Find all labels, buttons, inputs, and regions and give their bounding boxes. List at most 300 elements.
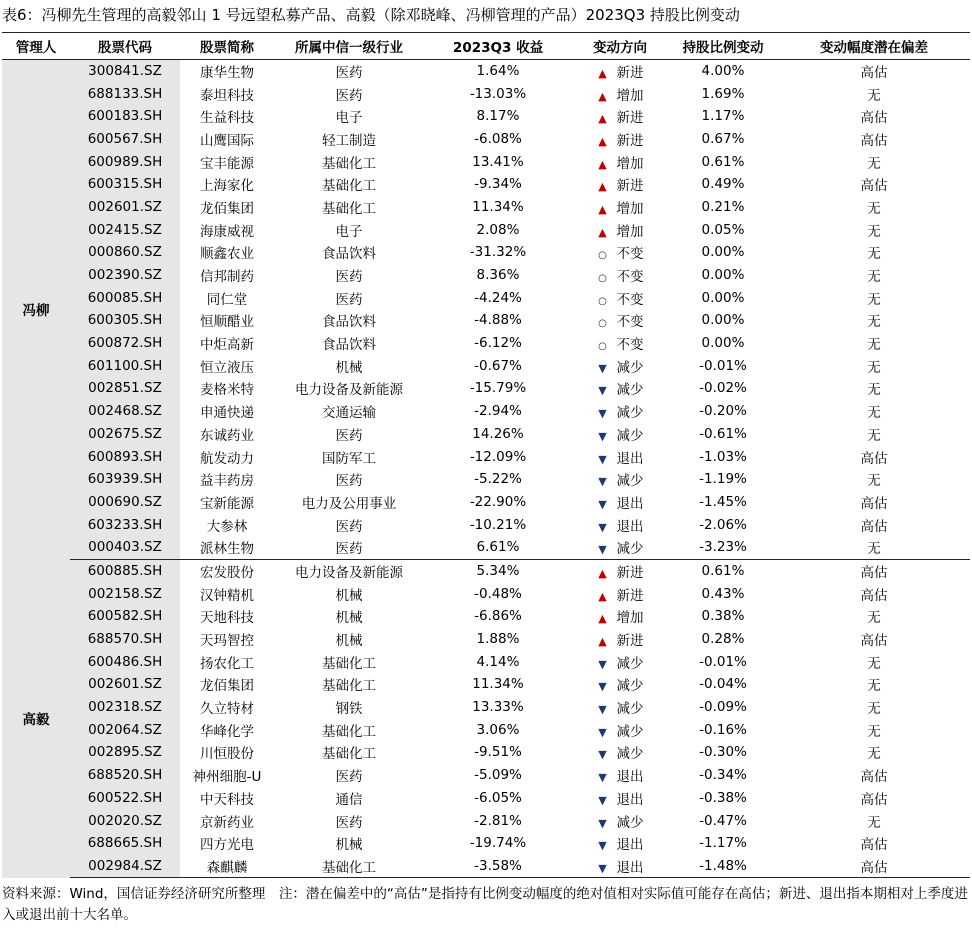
table-row <box>2 423 970 446</box>
direction-label: 不变 <box>616 291 644 308</box>
triangle-down-icon: ▼ <box>598 520 607 534</box>
direction-label: 不变 <box>616 246 644 263</box>
industry-cell: 医药 <box>335 518 363 535</box>
stock-name-cell: 航发动力 <box>200 450 254 467</box>
stock-name-cell: 汉钟精机 <box>200 587 254 604</box>
industry-cell: 医药 <box>335 291 363 308</box>
direction-label: 减少 <box>616 723 644 740</box>
direction-label: 不变 <box>616 314 644 331</box>
industry-cell: 医药 <box>274 536 424 559</box>
stock-name-cell: 康华生物 <box>200 64 254 81</box>
stock-name-cell: 信邦制药 <box>200 269 254 286</box>
stock-code-cell: 000403.SZ <box>70 536 180 559</box>
manager-cell: 冯柳 <box>2 59 70 559</box>
direction-cell <box>572 82 668 105</box>
header-industry: 所属中信一级行业 <box>274 33 424 59</box>
return-cell: -2.81% <box>474 812 522 829</box>
holdings-table <box>2 33 970 878</box>
return-cell: -31.32% <box>469 244 527 261</box>
triangle-up-icon: ▲ <box>598 112 607 126</box>
stock-code-cell: 002895.SZ <box>70 741 180 764</box>
change-cell: -1.45% <box>699 493 747 510</box>
footnote: 资料来源：Wind，国信证券经济研究所整理 注：潜在偏差中的“高估”是指持有比例变动幅度的绝对值相对实际值可能存在高估；新进、退出指本期相对上季度进入或退出前十大名单。 <box>2 886 968 923</box>
direction-label: 新进 <box>616 587 644 604</box>
stock-name-cell: 龙佰集团 <box>200 200 254 217</box>
stock-name-cell: 派林生物 <box>180 536 274 559</box>
table-header-row <box>2 33 970 59</box>
stock-code-cell: 688133.SH <box>70 82 180 105</box>
circle-icon: ○ <box>598 250 607 262</box>
table-row <box>2 218 970 241</box>
triangle-down-icon: ▼ <box>598 793 607 807</box>
industry-cell: 医药 <box>335 427 363 444</box>
stock-code-cell: 002318.SZ <box>70 696 180 719</box>
stock-name-cell: 天玛智控 <box>200 633 254 650</box>
direction-cell <box>572 468 668 491</box>
change-cell: -1.17% <box>699 835 747 852</box>
triangle-up-icon: ▲ <box>598 157 607 171</box>
bias-cell: 无 <box>867 655 881 672</box>
table-row <box>2 377 970 400</box>
direction-cell <box>572 855 668 878</box>
direction-cell <box>572 787 668 810</box>
triangle-down-icon: ▼ <box>598 771 607 785</box>
bias-cell: 无 <box>867 701 881 718</box>
header-name: 股票简称 <box>180 33 274 59</box>
direction-label: 减少 <box>616 382 644 399</box>
direction-cell <box>572 605 668 628</box>
stock-code-cell: 000690.SZ <box>70 491 180 514</box>
change-cell: 0.49% <box>701 176 745 193</box>
stock-name-cell: 久立特材 <box>200 701 254 718</box>
stock-name-cell: 宝新能源 <box>200 495 254 512</box>
return-cell: 1.88% <box>476 631 520 648</box>
change-cell: -0.30% <box>699 744 747 761</box>
return-cell: -6.12% <box>474 335 522 352</box>
direction-label: 退出 <box>616 837 644 854</box>
table-row <box>2 513 970 536</box>
return-cell: -12.09% <box>469 448 527 465</box>
bias-cell: 无 <box>867 723 881 740</box>
change-cell: -1.03% <box>699 448 747 465</box>
industry-cell: 食品饮料 <box>322 337 376 354</box>
industry-cell: 医药 <box>335 269 363 286</box>
return-cell: -9.34% <box>474 176 522 193</box>
industry-cell: 基础化工 <box>322 200 376 217</box>
bias-cell: 高估 <box>860 791 888 808</box>
change-cell: -0.02% <box>699 380 747 397</box>
direction-cell <box>572 332 668 355</box>
return-cell: 8.36% <box>476 267 520 284</box>
change-cell: -3.23% <box>668 536 778 559</box>
change-cell: -0.34% <box>699 767 747 784</box>
return-cell: -0.48% <box>474 585 522 602</box>
return-cell: 3.06% <box>476 721 520 738</box>
direction-label: 新进 <box>616 64 644 81</box>
stock-code-cell: 002415.SZ <box>70 218 180 241</box>
industry-cell: 基础化工 <box>322 723 376 740</box>
industry-cell: 基础化工 <box>274 855 424 878</box>
stock-name-cell: 山鹰国际 <box>200 132 254 149</box>
direction-cell <box>572 173 668 196</box>
stock-name-cell: 神州细胞-U <box>192 769 262 786</box>
direction-cell <box>572 128 668 151</box>
industry-cell: 食品饮料 <box>322 246 376 263</box>
industry-cell: 基础化工 <box>322 155 376 172</box>
triangle-up-icon: ▲ <box>598 225 607 239</box>
stock-name-cell: 顺鑫农业 <box>200 246 254 263</box>
direction-label: 减少 <box>616 746 644 763</box>
change-cell: 0.28% <box>701 631 745 648</box>
return-cell: -6.86% <box>474 608 522 625</box>
bias-cell: 无 <box>867 269 881 286</box>
direction-cell <box>572 513 668 536</box>
industry-cell: 交通运输 <box>322 405 376 422</box>
triangle-up-icon: ▲ <box>598 635 607 649</box>
industry-cell: 基础化工 <box>322 178 376 195</box>
direction-label: 新进 <box>616 110 644 127</box>
direction-label: 减少 <box>616 541 644 558</box>
bias-cell: 无 <box>867 746 881 763</box>
triangle-down-icon: ▼ <box>598 861 607 875</box>
bias-cell: 高估 <box>860 769 888 786</box>
triangle-down-icon: ▼ <box>598 475 607 489</box>
table-row <box>2 82 970 105</box>
triangle-down-icon: ▼ <box>598 497 607 511</box>
triangle-down-icon: ▼ <box>598 816 607 830</box>
table-row <box>2 673 970 696</box>
table-row <box>2 809 970 832</box>
triangle-down-icon: ▼ <box>598 703 607 717</box>
return-cell: 8.17% <box>476 108 520 125</box>
bias-cell: 无 <box>867 405 881 422</box>
direction-label: 减少 <box>616 701 644 718</box>
header-direction: 变动方向 <box>572 33 668 59</box>
triangle-up-icon: ▲ <box>598 134 607 148</box>
triangle-up-icon: ▲ <box>598 89 607 103</box>
bias-cell: 无 <box>867 223 881 240</box>
change-cell: -1.48% <box>668 855 778 878</box>
change-cell: 1.69% <box>701 85 745 102</box>
bias-cell: 高估 <box>860 587 888 604</box>
direction-cell <box>572 264 668 287</box>
direction-cell <box>572 196 668 219</box>
change-cell: 0.38% <box>701 608 745 625</box>
bias-cell: 无 <box>867 359 881 376</box>
direction-label: 增加 <box>616 87 644 104</box>
table-row <box>2 128 970 151</box>
triangle-down-icon: ▼ <box>598 384 607 398</box>
direction-cell <box>572 536 668 559</box>
direction-label: 减少 <box>616 678 644 695</box>
circle-icon: ○ <box>598 273 607 285</box>
direction-cell <box>572 377 668 400</box>
change-cell: -1.19% <box>699 471 747 488</box>
table-row <box>2 196 970 219</box>
triangle-down-icon: ▼ <box>598 361 607 375</box>
stock-name-cell: 泰坦科技 <box>200 87 254 104</box>
return-cell: -15.79% <box>469 380 527 397</box>
change-cell: 0.43% <box>701 585 745 602</box>
bias-cell: 高估 <box>860 132 888 149</box>
change-cell: 0.21% <box>701 198 745 215</box>
table-row <box>2 59 970 82</box>
direction-cell <box>572 354 668 377</box>
return-cell: -22.90% <box>469 493 527 510</box>
bias-cell: 无 <box>867 246 881 263</box>
triangle-down-icon: ▼ <box>598 407 607 421</box>
industry-cell: 电力设备及新能源 <box>295 382 403 399</box>
bias-cell: 高估 <box>860 837 888 854</box>
return-cell: 6.61% <box>424 536 572 559</box>
direction-cell <box>572 286 668 309</box>
stock-code-cell: 600582.SH <box>70 605 180 628</box>
industry-cell: 基础化工 <box>322 746 376 763</box>
industry-cell: 医药 <box>335 64 363 81</box>
table-row <box>2 105 970 128</box>
change-cell: 0.00% <box>701 244 745 261</box>
stock-code-cell: 600522.SH <box>70 787 180 810</box>
direction-label: 退出 <box>616 769 644 786</box>
direction-cell <box>572 741 668 764</box>
stock-code-cell: 002020.SZ <box>70 809 180 832</box>
stock-code-cell: 002064.SZ <box>70 718 180 741</box>
direction-label: 退出 <box>616 518 644 535</box>
industry-cell: 医药 <box>335 769 363 786</box>
industry-cell: 医药 <box>335 87 363 104</box>
stock-name-cell: 中天科技 <box>200 791 254 808</box>
direction-label: 减少 <box>616 814 644 831</box>
industry-cell: 国防军工 <box>322 450 376 467</box>
table-row <box>2 536 970 559</box>
table-row <box>2 787 970 810</box>
triangle-up-icon: ▲ <box>598 180 607 194</box>
direction-label: 新进 <box>616 564 644 581</box>
bias-cell: 无 <box>778 536 970 559</box>
return-cell: -13.03% <box>469 85 527 102</box>
bias-cell: 无 <box>867 337 881 354</box>
change-cell: -0.61% <box>699 425 747 442</box>
table-row <box>2 286 970 309</box>
change-cell: -0.09% <box>699 699 747 716</box>
direction-cell <box>572 628 668 651</box>
industry-cell: 轻工制造 <box>322 132 376 149</box>
triangle-up-icon: ▲ <box>598 612 607 626</box>
stock-name-cell: 扬农化工 <box>200 655 254 672</box>
bias-cell: 高估 <box>778 855 970 878</box>
bias-cell: 无 <box>867 291 881 308</box>
change-cell: 4.00% <box>701 62 745 79</box>
industry-cell: 通信 <box>335 791 363 808</box>
bias-cell: 无 <box>867 155 881 172</box>
direction-cell <box>572 445 668 468</box>
stock-code-cell: 688570.SH <box>70 628 180 651</box>
stock-code-cell: 603233.SH <box>70 513 180 536</box>
stock-code-cell: 002851.SZ <box>70 377 180 400</box>
bias-cell: 高估 <box>860 178 888 195</box>
bias-cell: 无 <box>867 473 881 490</box>
change-cell: 0.00% <box>701 312 745 329</box>
bias-cell: 无 <box>867 814 881 831</box>
industry-cell: 机械 <box>335 633 363 650</box>
stock-code-cell: 002601.SZ <box>70 196 180 219</box>
change-cell: -0.38% <box>699 789 747 806</box>
direction-label: 增加 <box>616 610 644 627</box>
stock-code-cell: 600085.SH <box>70 286 180 309</box>
triangle-up-icon: ▲ <box>598 66 607 80</box>
change-cell: -0.04% <box>699 676 747 693</box>
stock-code-cell: 000860.SZ <box>70 241 180 264</box>
return-cell: -0.67% <box>474 357 522 374</box>
stock-code-cell: 601100.SH <box>70 354 180 377</box>
direction-cell <box>572 491 668 514</box>
return-cell: 13.33% <box>472 699 524 716</box>
stock-name-cell: 华峰化学 <box>200 723 254 740</box>
triangle-up-icon: ▲ <box>598 589 607 603</box>
stock-code-cell: 688520.SH <box>70 764 180 787</box>
industry-cell: 电子 <box>335 110 363 127</box>
table-row <box>2 468 970 491</box>
change-cell: 0.61% <box>701 153 745 170</box>
table-row <box>2 855 970 878</box>
table-row <box>2 491 970 514</box>
table-row <box>2 741 970 764</box>
stock-name-cell: 恒立液压 <box>200 359 254 376</box>
table-row <box>2 582 970 605</box>
direction-label: 退出 <box>616 450 644 467</box>
stock-name-cell: 申通快递 <box>200 405 254 422</box>
stock-name-cell: 龙佰集团 <box>200 678 254 695</box>
header-change: 持股比例变动 <box>668 33 778 59</box>
direction-label: 减少 <box>616 359 644 376</box>
direction-label: 减少 <box>616 655 644 672</box>
direction-label: 新进 <box>616 178 644 195</box>
stock-code-cell: 002158.SZ <box>70 582 180 605</box>
change-cell: 0.67% <box>701 130 745 147</box>
change-cell: -0.20% <box>699 403 747 420</box>
change-cell: -2.06% <box>699 516 747 533</box>
stock-code-cell: 600486.SH <box>70 650 180 673</box>
stock-code-cell: 002468.SZ <box>70 400 180 423</box>
stock-name-cell: 麦格米特 <box>200 382 254 399</box>
triangle-down-icon: ▼ <box>598 429 607 443</box>
bias-cell: 高估 <box>860 64 888 81</box>
bias-cell: 无 <box>867 382 881 399</box>
triangle-down-icon: ▼ <box>598 657 607 671</box>
bias-cell: 高估 <box>860 110 888 127</box>
bias-cell: 高估 <box>860 518 888 535</box>
change-cell: 1.17% <box>701 108 745 125</box>
direction-cell <box>572 673 668 696</box>
table-row <box>2 332 970 355</box>
table-row <box>2 650 970 673</box>
stock-name-cell: 四方光电 <box>200 837 254 854</box>
header-code: 股票代码 <box>70 33 180 59</box>
return-cell: -2.94% <box>474 403 522 420</box>
circle-icon: ○ <box>598 318 607 330</box>
direction-cell <box>572 696 668 719</box>
table-row <box>2 718 970 741</box>
return-cell: -19.74% <box>469 835 527 852</box>
direction-cell <box>572 764 668 787</box>
table-row <box>2 150 970 173</box>
industry-cell: 医药 <box>335 473 363 490</box>
table-row <box>2 764 970 787</box>
industry-cell: 基础化工 <box>322 655 376 672</box>
change-cell: -0.47% <box>699 812 747 829</box>
direction-label: 退出 <box>616 791 644 808</box>
direction-cell <box>572 218 668 241</box>
stock-name-cell: 海康威视 <box>200 223 254 240</box>
direction-cell <box>572 59 668 82</box>
return-cell: -6.08% <box>474 130 522 147</box>
stock-name-cell: 益丰药房 <box>200 473 254 490</box>
header-bias: 变动幅度潜在偏差 <box>778 33 970 59</box>
bias-cell: 高估 <box>860 633 888 650</box>
direction-cell <box>572 423 668 446</box>
bias-cell: 无 <box>867 87 881 104</box>
circle-icon: ○ <box>598 295 607 307</box>
industry-cell: 机械 <box>335 837 363 854</box>
industry-cell: 机械 <box>335 610 363 627</box>
return-cell: 11.34% <box>472 198 524 215</box>
change-cell: -0.01% <box>699 653 747 670</box>
industry-cell: 医药 <box>335 814 363 831</box>
bias-cell: 无 <box>867 678 881 695</box>
direction-cell <box>572 309 668 332</box>
industry-cell: 电子 <box>335 223 363 240</box>
change-cell: 0.00% <box>701 289 745 306</box>
direction-cell <box>572 559 668 582</box>
return-cell: -9.51% <box>474 744 522 761</box>
direction-cell <box>572 718 668 741</box>
industry-cell: 电力设备及新能源 <box>295 564 403 581</box>
change-cell: -0.01% <box>699 357 747 374</box>
bias-cell: 无 <box>867 427 881 444</box>
table-row <box>2 309 970 332</box>
stock-name-cell: 东诚药业 <box>200 427 254 444</box>
stock-name-cell: 大参林 <box>206 518 248 535</box>
stock-name-cell: 京新药业 <box>200 814 254 831</box>
direction-label: 退出 <box>616 859 644 876</box>
stock-code-cell: 600872.SH <box>70 332 180 355</box>
stock-name-cell: 天地科技 <box>200 610 254 627</box>
stock-name-cell: 宏发股份 <box>200 564 254 581</box>
stock-name-cell: 川恒股份 <box>200 746 254 763</box>
header-return: 2023Q3 收益 <box>424 33 572 59</box>
direction-cell <box>572 582 668 605</box>
return-cell: 4.14% <box>476 653 520 670</box>
triangle-down-icon: ▼ <box>598 725 607 739</box>
return-cell: -4.24% <box>474 289 522 306</box>
stock-code-cell: 002675.SZ <box>70 423 180 446</box>
stock-code-cell: 002601.SZ <box>70 673 180 696</box>
stock-code-cell: 002984.SZ <box>70 855 180 878</box>
stock-name-cell: 生益科技 <box>200 110 254 127</box>
return-cell: 13.41% <box>472 153 524 170</box>
stock-name-cell: 恒顺醋业 <box>200 314 254 331</box>
direction-cell <box>572 650 668 673</box>
industry-cell: 钢铁 <box>335 701 363 718</box>
return-cell: -5.22% <box>474 471 522 488</box>
table-row <box>2 264 970 287</box>
table-title: 表6：冯柳先生管理的高毅邻山 1 号远望私募产品、高毅（除邓晓峰、冯柳管理的产品）2023Q3 持股比例变动 <box>2 6 740 24</box>
direction-cell <box>572 832 668 855</box>
table-row <box>2 832 970 855</box>
stock-code-cell: 600893.SH <box>70 445 180 468</box>
direction-label: 减少 <box>616 405 644 422</box>
direction-label: 增加 <box>616 200 644 217</box>
